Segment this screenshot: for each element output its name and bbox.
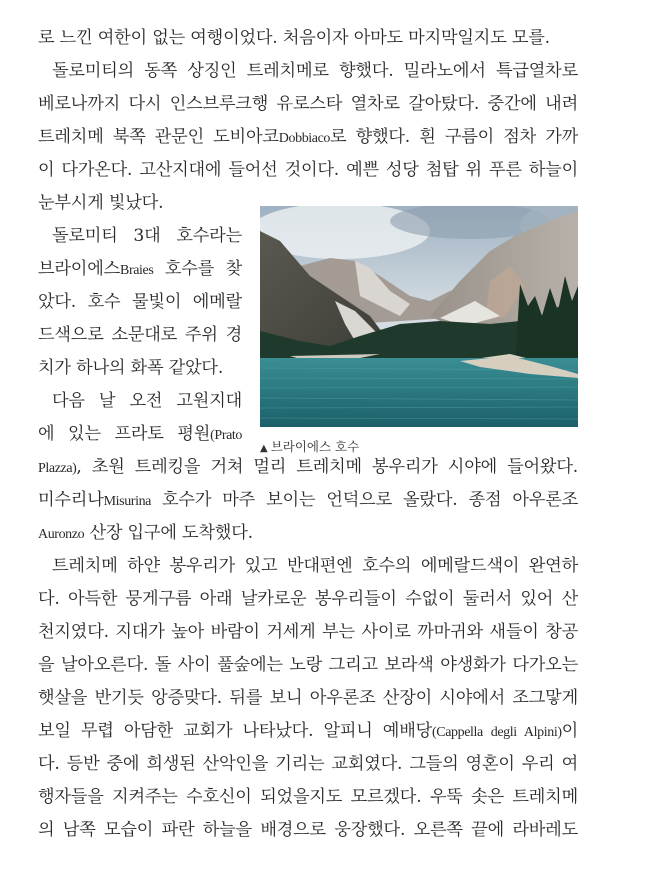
latin-term: Auronzo	[38, 527, 85, 542]
text-line	[38, 154, 578, 187]
text-run: 눈부시게 빛났다.	[38, 193, 164, 213]
text-run: 이	[561, 721, 578, 741]
caption-triangle-icon: ▲	[260, 443, 268, 454]
text-line	[38, 616, 578, 649]
text-run: 보일 무렵 아담한 교회가 나타났다. 알피니 예배당	[38, 721, 432, 741]
lake-photo	[260, 206, 578, 427]
text-line	[38, 22, 578, 55]
text-run: 베로나까지 다시 인스브루크행 유로스타 열차로 갈아탔다. 중간에 내려	[38, 94, 578, 114]
text-run: 았다. 호수 물빛이 에메랄	[38, 292, 242, 312]
text-line	[38, 649, 578, 682]
latin-term: Plazza)	[38, 461, 77, 476]
text-line	[38, 715, 578, 748]
text-run: 다. 등반 중에 희생된 산악인을 기리는 교회였다. 그들의 영혼이 우리 여	[38, 754, 578, 774]
text-run: 행자들을 지켜주는 수호신이 되었을지도 모르겠다. 우뚝 솟은 트레치메	[38, 787, 578, 807]
text-run: 천지였다. 지대가 높아 바람이 거세게 부는 사이로 까마귀와 새들이 창공	[38, 622, 578, 642]
text-line	[38, 517, 578, 550]
text-run: 미수리나	[38, 490, 104, 510]
text-run: 산장 입구에 도착했다.	[84, 523, 253, 543]
paragraph-start-line	[38, 220, 242, 253]
latin-term: (Cappella degli Alpini)	[432, 725, 562, 740]
text-line	[38, 583, 578, 616]
text-line	[38, 286, 242, 319]
text-run: 이 다가온다. 고산지대에 들어선 것이다. 예쁜 성당 첨탑 위 푸른 하늘이	[38, 160, 578, 180]
text-run: 의 남쪽 모습이 파란 하늘을 배경으로 웅장했다. 오른쪽 끝에 라바레도	[38, 820, 578, 840]
text-line	[38, 88, 578, 121]
text-line	[38, 253, 242, 286]
text-run: 에 있는 프라토 평원	[38, 424, 211, 444]
text-run: 로 향했다. 흰 구름이 점차 가까	[330, 127, 578, 147]
paragraph-start-line	[38, 385, 242, 418]
text-run: 로 느낀 여한이 없는 여행이었다. 처음이자 아마도 마지막일지도 모를.	[38, 28, 550, 48]
text-line	[38, 121, 578, 154]
text-run: 트레치메 하얀 봉우리가 있고 반대편엔 호수의 에메랄드색이 완연하	[52, 556, 578, 576]
text-run: 트레치메 북쪽 관문인 도비아코	[38, 127, 279, 147]
text-run: 다. 아득한 뭉게구름 아래 날카로운 봉우리들이 수없이 둘러서 있어 산	[38, 589, 578, 609]
latin-term: Dobbiaco	[278, 131, 331, 146]
text-line	[38, 682, 578, 715]
latin-term: Braies	[120, 263, 154, 278]
text-line	[38, 319, 242, 352]
latin-term: Misurina	[103, 494, 151, 509]
caption-text: 브라이에스 호수	[270, 439, 360, 454]
text-run: 치가 하나의 화폭 같았다.	[38, 358, 224, 378]
text-line	[38, 352, 242, 385]
text-run: 다음 날 오전 고원지대	[52, 391, 242, 411]
text-run: 햇살을 반기듯 앙증맞다. 뒤를 보니 아우론조 산장이 시야에서 조그맣게	[38, 688, 578, 708]
paragraph-start-line	[38, 55, 578, 88]
text-run: 을 날아오른다. 돌 사이 풀숲에는 노랑 그리고 보라색 야생화가 다가오는	[38, 655, 578, 675]
text-run: 드색으로 소문대로 주위 경	[38, 325, 242, 345]
text-line	[38, 484, 578, 517]
paragraph-start-line	[38, 550, 578, 583]
text-run: , 초원 트레킹을 거쳐 멀리 트레치메 봉우리가 시야에 들어왔다.	[76, 457, 578, 477]
text-line	[38, 418, 242, 451]
text-run: 돌로미티의 동쪽 상징인 트레치메로 향했다. 밀라노에서 특급열차로	[52, 61, 578, 81]
photo-caption	[260, 437, 359, 459]
text-run: 호수가 마주 보이는 언덕으로 올랐다. 종점 아우론조	[150, 490, 578, 510]
text-run: 브라이에스	[38, 259, 121, 279]
text-line	[38, 748, 578, 781]
latin-term: (Prato	[210, 428, 242, 443]
text-run: 호수를 찾	[153, 259, 242, 279]
braies-lake-landscape-image	[260, 206, 578, 427]
text-run: 돌로미티 3대 호수라는	[52, 226, 242, 246]
text-line	[38, 814, 578, 847]
text-line	[38, 781, 578, 814]
